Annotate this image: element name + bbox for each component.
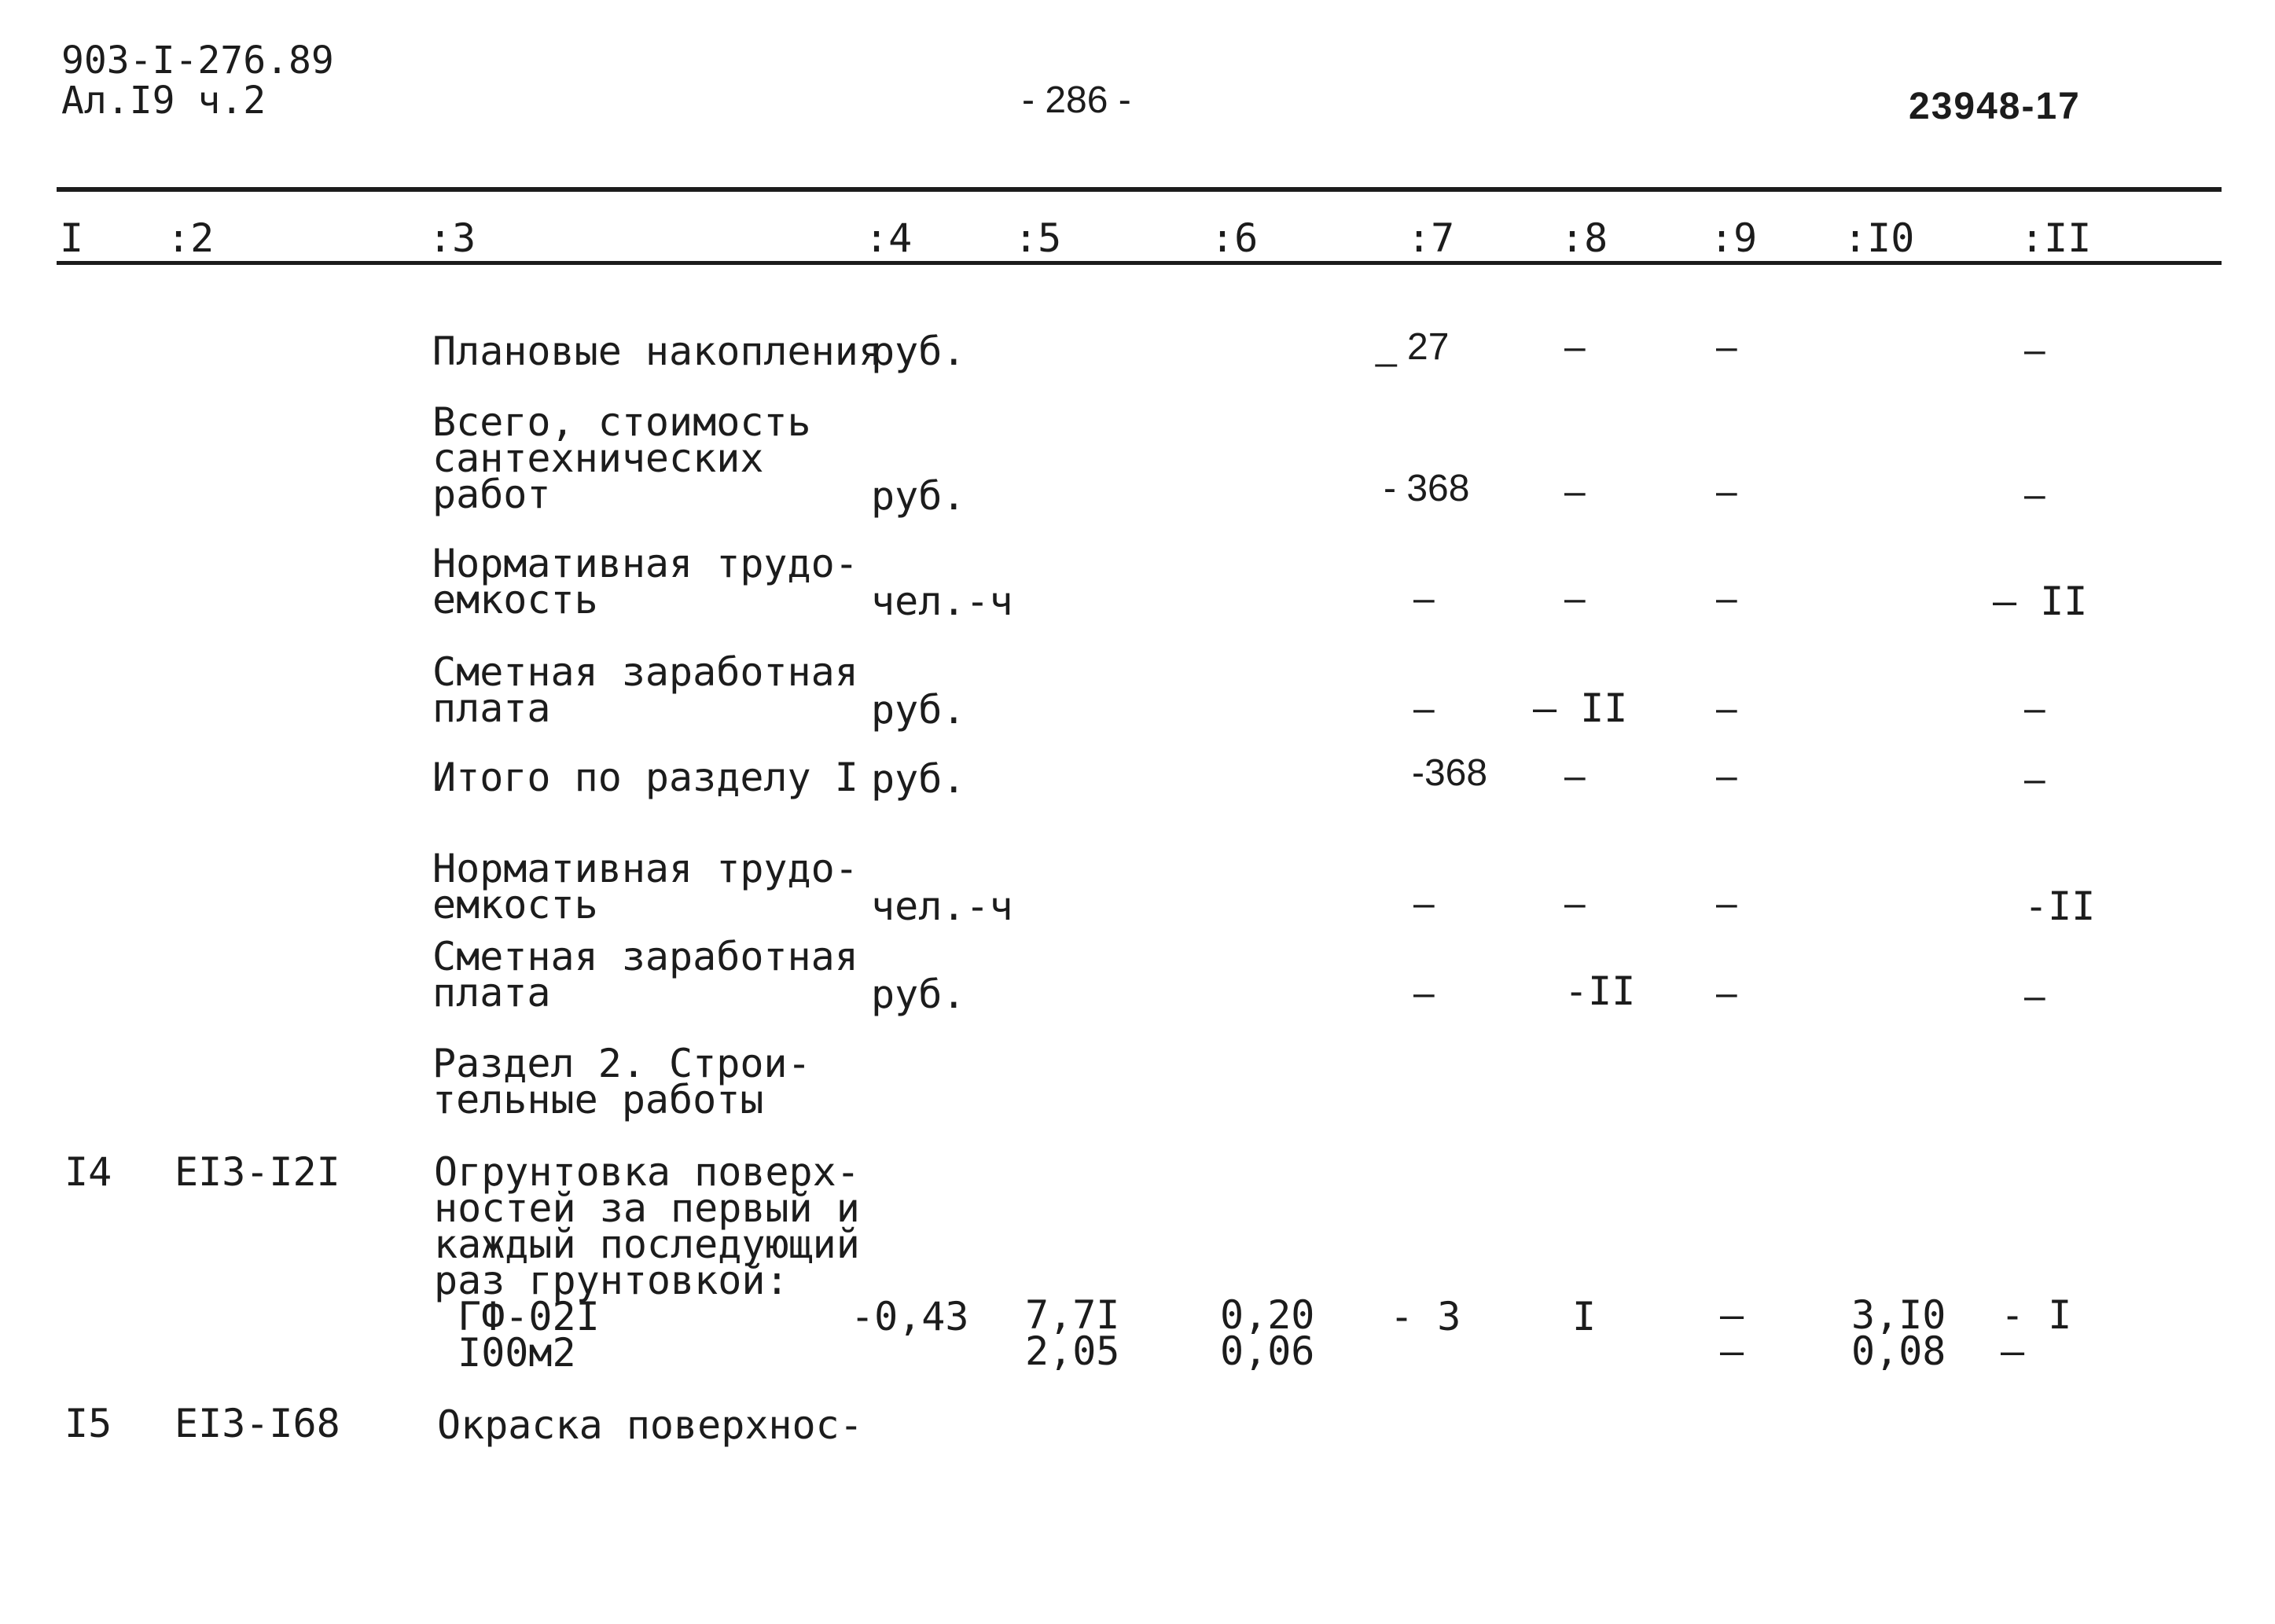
row-code: EI3-I2I: [175, 1149, 340, 1195]
column-header-4: :4: [865, 215, 913, 261]
column-header-10: :I0: [1843, 215, 1915, 261]
row-number: I5: [64, 1401, 112, 1446]
cell-col11: –: [2024, 474, 2045, 516]
row-description: Огрунтовка поверх- ностей за первый и каждый последующий раз грунтовкой: ГФ-02I I00м2: [434, 1149, 860, 1376]
cell-col11: –: [2024, 976, 2045, 1017]
row-code: EI3-I68: [175, 1401, 340, 1446]
column-header-3: :3: [428, 215, 476, 261]
cell-col11: –: [2024, 759, 2045, 800]
cell-col7: -368: [1412, 752, 1488, 794]
row-unit: руб.: [871, 473, 966, 519]
cell-col9: –: [1716, 972, 1737, 1014]
column-header-11: :II: [2020, 215, 2092, 261]
cell-col8: –: [1564, 471, 1586, 513]
cell-col7: –: [1413, 688, 1435, 729]
cell-col11: – II: [1993, 579, 2088, 624]
cell-col8: –: [1564, 883, 1586, 924]
cell-col9: –: [1716, 578, 1737, 619]
row-unit: руб.: [871, 972, 966, 1017]
row-description: Сметная заработная плата: [432, 649, 858, 731]
row-unit: руб.: [871, 756, 966, 802]
row-description: Нормативная трудо- емкость: [432, 846, 858, 928]
cell-col7: –: [1413, 883, 1435, 924]
column-header-9: :9: [1710, 215, 1758, 261]
cell-col11: -II: [2024, 884, 2096, 929]
cell-col9: – –: [1720, 1292, 1744, 1374]
cell-col8: –: [1564, 755, 1586, 797]
row-unit: чел.-ч: [871, 579, 1013, 624]
column-header-5: :5: [1014, 215, 1062, 261]
row-number: I4: [64, 1149, 112, 1195]
row-description: Окраска поверхнос-: [437, 1402, 863, 1448]
row-description: Сметная заработная плата: [432, 934, 858, 1016]
album-reference: Ал.I9 ч.2: [61, 79, 266, 123]
header-bottom-rule: [57, 261, 2222, 265]
cell-col8: I: [1572, 1294, 1597, 1339]
cell-col7: - 368: [1384, 468, 1470, 509]
cell-col5: 7,7I 2,05: [1025, 1292, 1120, 1374]
cell-col11: - I –: [2001, 1292, 2072, 1374]
cell-col8: -II: [1564, 968, 1636, 1014]
column-header-1: I: [60, 215, 84, 261]
cell-col7: –: [1413, 578, 1435, 619]
cell-col9: –: [1716, 688, 1737, 729]
row-description: Всего, стоимость сантехнических работ: [432, 399, 811, 517]
section-title: Раздел 2. Строи- тельные работы: [432, 1041, 811, 1122]
cell-col10: 3,I0 0,08: [1851, 1292, 1946, 1374]
row-description: Итого по разделу I: [432, 755, 858, 800]
cell-col11: –: [2024, 329, 2045, 371]
row-description: Плановые накопления: [432, 329, 882, 374]
column-header-2: :2: [167, 215, 215, 261]
cell-col4: -0,43: [851, 1294, 969, 1339]
row-unit: руб.: [871, 687, 966, 733]
header-top-rule: [57, 187, 2222, 192]
cell-col9: –: [1716, 755, 1737, 797]
cell-col7: –: [1413, 972, 1435, 1014]
archive-number: 23948-17: [1909, 86, 2081, 127]
page-number: - 286 -: [1022, 79, 1131, 121]
cell-col9: –: [1716, 326, 1737, 368]
cell-col9: –: [1716, 883, 1737, 924]
cell-col7: - 3: [1390, 1294, 1461, 1339]
cell-col11: –: [2024, 688, 2045, 729]
column-header-6: :6: [1211, 215, 1259, 261]
document-code: 903-I-276.89: [61, 39, 334, 83]
row-unit: чел.-ч: [871, 884, 1013, 929]
cell-col9: –: [1716, 471, 1737, 513]
column-header-7: :7: [1407, 215, 1455, 261]
cell-col6: 0,20 0,06: [1220, 1292, 1315, 1374]
row-unit: руб.: [871, 329, 966, 374]
column-header-8: :8: [1560, 215, 1608, 261]
cell-col8: – II: [1533, 685, 1628, 731]
row-description: Нормативная трудо- емкость: [432, 541, 858, 623]
cell-col8: –: [1564, 326, 1586, 368]
cell-col7: _ 27: [1376, 326, 1450, 368]
cell-col8: –: [1564, 578, 1586, 619]
